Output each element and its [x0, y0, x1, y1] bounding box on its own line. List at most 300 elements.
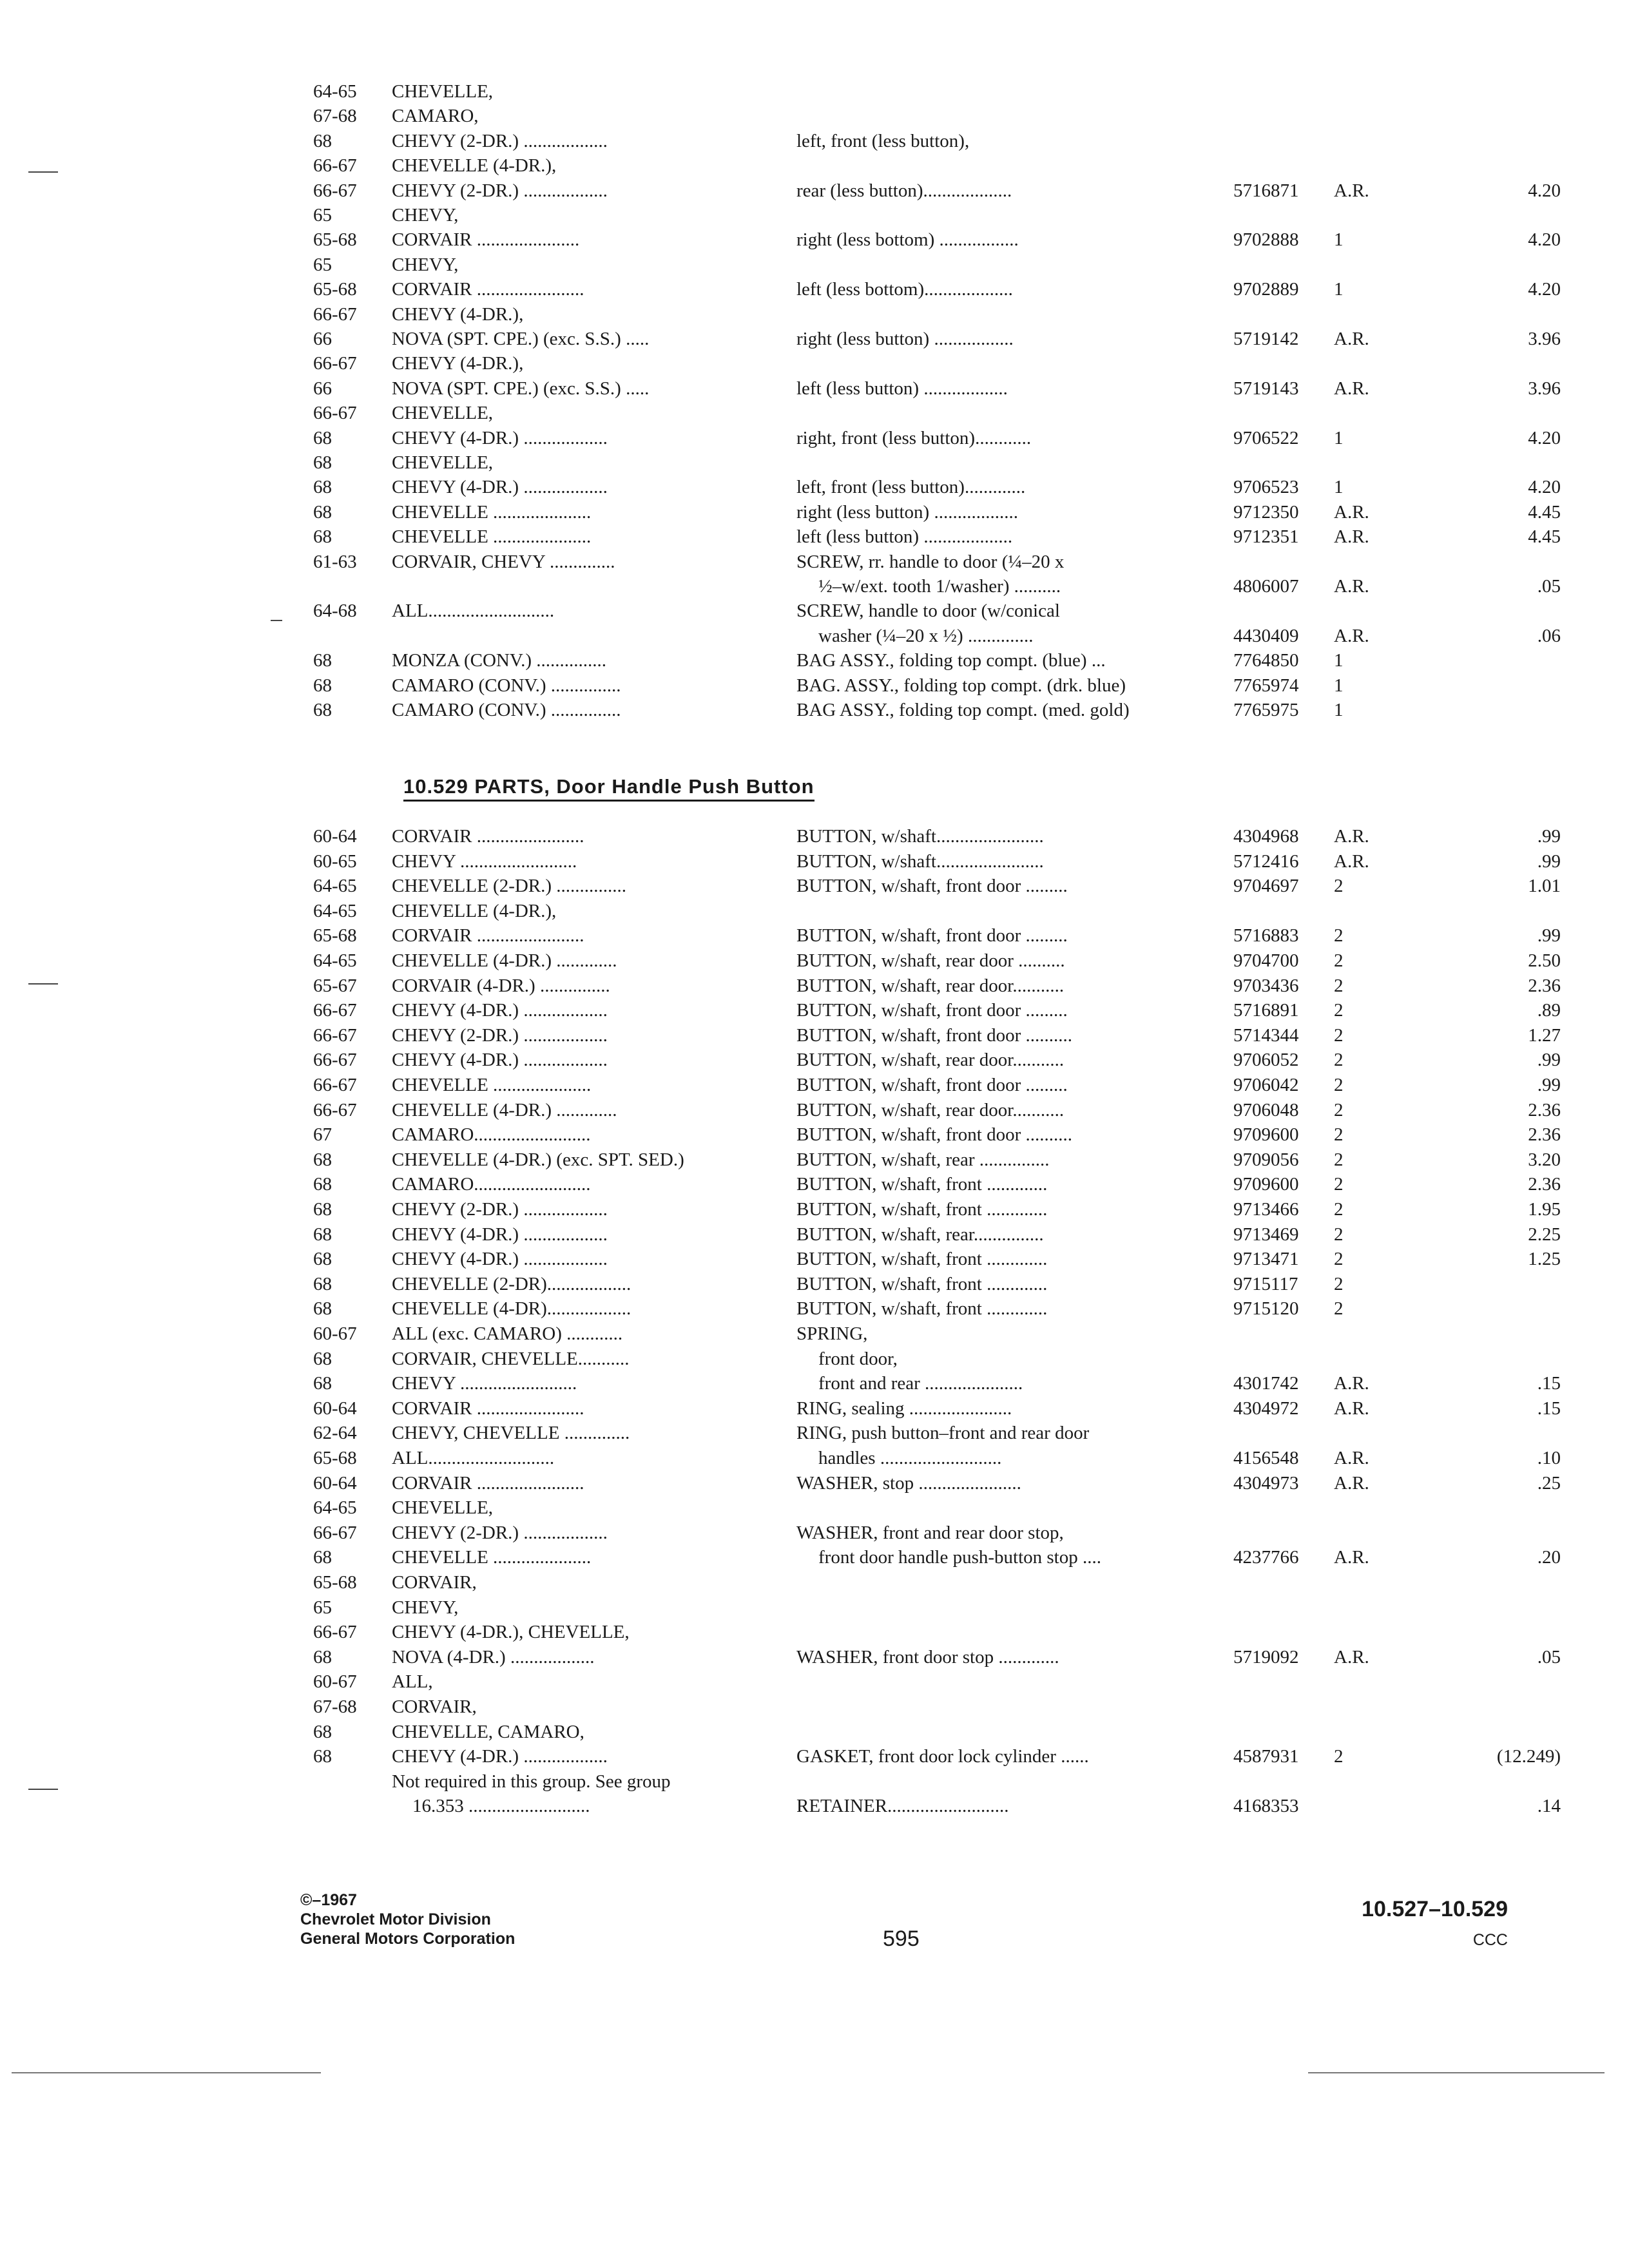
part-number-cell: 9712351	[1233, 526, 1299, 548]
price-cell: .15	[1537, 1373, 1561, 1394]
year-cell: 68	[313, 1174, 332, 1195]
division-text: Chevrolet Motor Division	[300, 1910, 491, 1928]
table-row	[0, 1396, 1629, 1421]
model-cell: CHEVY .........................	[392, 1373, 577, 1394]
year-cell: 64-65	[313, 876, 357, 897]
quantity-cell: 2	[1334, 1099, 1344, 1120]
model-cell: CHEVY (4-DR.),	[392, 353, 524, 374]
model-cell: CHEVELLE (2-DR)..................	[392, 1273, 631, 1294]
table-row	[0, 973, 1629, 999]
quantity-cell: A.R.	[1334, 378, 1369, 399]
table-row	[0, 1495, 1629, 1521]
description-cell: left, front (less button),	[796, 130, 970, 151]
year-cell: 64-65	[313, 81, 357, 102]
description-cell: BUTTON, w/shaft, front .............	[796, 1249, 1048, 1270]
quantity-cell: 2	[1334, 1249, 1344, 1270]
year-cell: 68	[313, 700, 332, 720]
part-number-cell: 9706042	[1233, 1075, 1299, 1095]
quantity-cell: 2	[1334, 1000, 1344, 1021]
quantity-cell: A.R.	[1334, 1472, 1369, 1494]
margin-mark	[271, 620, 282, 621]
part-number-cell: 5719142	[1233, 329, 1299, 349]
margin-mark	[28, 171, 58, 173]
description-cell: ½–w/ext. tooth 1/washer) ..........	[818, 576, 1061, 597]
part-number-cell: 9706052	[1233, 1050, 1299, 1071]
table-row	[0, 823, 1629, 849]
table-row	[0, 1171, 1629, 1197]
table-row	[0, 948, 1629, 974]
table-row	[0, 623, 1629, 649]
model-cell: CHEVY (2-DR.) ..................	[392, 1024, 608, 1046]
description-cell: left (less button) ..................	[796, 378, 1008, 399]
quantity-cell: 1	[1334, 279, 1344, 300]
quantity-cell: 1	[1334, 427, 1344, 448]
quantity-cell: A.R.	[1334, 329, 1369, 349]
table-row	[0, 1147, 1629, 1173]
table-row	[0, 898, 1629, 924]
part-number-cell: 9704697	[1233, 876, 1299, 897]
table-row	[0, 1122, 1629, 1148]
year-cell: 67-68	[313, 1696, 357, 1717]
quantity-cell: 2	[1334, 1199, 1344, 1220]
year-cell: 68	[313, 1199, 332, 1220]
model-cell: CHEVY (4-DR.) ..................	[392, 1249, 608, 1270]
model-cell: CORVAIR .......................	[392, 1398, 584, 1419]
year-cell: 60-64	[313, 1472, 357, 1494]
description-cell: right, front (less button)............	[796, 427, 1032, 448]
description-cell: WASHER, stop ......................	[796, 1472, 1021, 1494]
price-cell: 4.20	[1528, 279, 1561, 300]
price-cell: 3.96	[1528, 329, 1561, 349]
description-cell: left (less button) ...................	[796, 526, 1013, 548]
quantity-cell: 1	[1334, 700, 1344, 720]
model-cell: CHEVY,	[392, 1597, 459, 1618]
table-row	[0, 598, 1629, 624]
model-cell: CHEVY,	[392, 205, 459, 226]
quantity-cell: 2	[1334, 1075, 1344, 1095]
year-cell: 68	[313, 1646, 332, 1667]
quantity-cell: 2	[1334, 1149, 1344, 1170]
description-cell: BUTTON, w/shaft, rear door...........	[796, 1050, 1065, 1071]
model-cell: CHEVELLE .....................	[392, 1547, 592, 1568]
model-cell: ALL,	[392, 1671, 433, 1693]
description-cell: WASHER, front and rear door stop,	[796, 1522, 1064, 1543]
part-number-cell: 9703436	[1233, 975, 1299, 996]
year-cell: 68	[313, 1746, 332, 1767]
description-cell: front and rear .....................	[818, 1373, 1023, 1394]
table-row	[0, 376, 1629, 401]
quantity-cell: A.R.	[1334, 576, 1369, 597]
year-cell: 66-67	[313, 1000, 357, 1021]
bottom-rule-left	[12, 2072, 321, 2073]
model-cell: CAMARO (CONV.) ...............	[392, 675, 621, 696]
description-cell: BUTTON, w/shaft, front door .........	[796, 876, 1068, 897]
part-number-cell: 4237766	[1233, 1547, 1299, 1568]
description-cell: BUTTON, w/shaft, front .............	[796, 1298, 1048, 1320]
table-row	[0, 873, 1629, 899]
price-cell: .99	[1537, 850, 1561, 872]
part-number-cell: 7765975	[1233, 700, 1299, 720]
year-cell: 61-63	[313, 551, 357, 572]
description-cell: BUTTON, w/shaft, rear door...........	[796, 975, 1065, 996]
description-cell: WASHER, front door stop .............	[796, 1646, 1059, 1667]
model-cell: CORVAIR ......................	[392, 229, 580, 251]
price-cell: 4.45	[1528, 501, 1561, 523]
model-cell: NOVA (SPT. CPE.) (exc. S.S.) .....	[392, 378, 650, 399]
part-number-cell: 4806007	[1233, 576, 1299, 597]
year-cell: 66-67	[313, 303, 357, 325]
model-cell: CHEVELLE (2-DR.) ...............	[392, 876, 627, 897]
table-row	[0, 302, 1629, 327]
quantity-cell: 2	[1334, 975, 1344, 996]
model-cell: CORVAIR, CHEVY ..............	[392, 551, 615, 572]
price-cell: 4.20	[1528, 180, 1561, 201]
year-cell: 68	[313, 526, 332, 548]
model-cell: CHEVELLE,	[392, 452, 494, 473]
section-title: 10.529 PARTS, Door Handle Push Button	[403, 775, 815, 802]
table-row	[0, 153, 1629, 178]
year-cell: 66-67	[313, 1522, 357, 1543]
table-row	[0, 549, 1629, 575]
quantity-cell: 1	[1334, 650, 1344, 671]
year-cell: 68	[313, 452, 332, 473]
page-number: 595	[883, 1927, 920, 1951]
table-row	[0, 1246, 1629, 1272]
model-cell: CHEVELLE, CAMARO,	[392, 1721, 584, 1742]
model-cell: CHEVY (4-DR.),	[392, 303, 524, 325]
model-cell: Not required in this group. See group	[392, 1771, 671, 1792]
year-cell: 68	[313, 1224, 332, 1245]
description-cell: SPRING,	[796, 1323, 868, 1344]
table-row	[0, 400, 1629, 426]
model-cell: CHEVY (4-DR.), CHEVELLE,	[392, 1622, 630, 1643]
description-cell: BUTTON, w/shaft, front door ..........	[796, 1024, 1072, 1046]
model-cell: CHEVELLE (4-DR.),	[392, 155, 557, 177]
model-cell: CHEVELLE .....................	[392, 501, 592, 523]
year-cell: 64-65	[313, 900, 357, 921]
model-cell: CHEVELLE (4-DR.) .............	[392, 1099, 617, 1120]
price-cell: .14	[1537, 1796, 1561, 1817]
price-cell: 3.96	[1528, 378, 1561, 399]
part-number-cell: 7765974	[1233, 675, 1299, 696]
model-cell: CHEVY (4-DR.) ..................	[392, 427, 608, 448]
part-number-cell: 7764850	[1233, 650, 1299, 671]
table-row	[0, 1644, 1629, 1670]
description-cell: BUTTON, w/shaft, rear door ..........	[796, 950, 1065, 971]
description-cell: BUTTON, w/shaft, front .............	[796, 1273, 1048, 1294]
table-row	[0, 648, 1629, 673]
table-row	[0, 1595, 1629, 1620]
part-number-cell: 4168353	[1233, 1796, 1299, 1817]
table-row	[0, 1570, 1629, 1595]
year-cell: 66-67	[313, 155, 357, 177]
quantity-cell: A.R.	[1334, 526, 1369, 548]
year-cell: 65	[313, 205, 332, 226]
section-range: 10.527–10.529	[1362, 1897, 1508, 1921]
description-cell: BAG ASSY., folding top compt. (blue) ...	[796, 650, 1106, 671]
year-cell: 68	[313, 1373, 332, 1394]
table-row	[0, 103, 1629, 129]
model-cell: 16.353 ..........................	[412, 1796, 590, 1817]
part-number-cell: 4304972	[1233, 1398, 1299, 1419]
quantity-cell: A.R.	[1334, 1646, 1369, 1667]
description-cell: left, front (less button).............	[796, 477, 1026, 498]
part-number-cell: 9709600	[1233, 1174, 1299, 1195]
table-row	[0, 351, 1629, 376]
price-cell: 2.36	[1528, 1124, 1561, 1146]
year-cell: 67	[313, 1124, 332, 1146]
quantity-cell: 2	[1334, 950, 1344, 971]
model-cell: ALL...........................	[392, 601, 555, 622]
margin-mark	[28, 983, 58, 985]
price-cell: .99	[1537, 826, 1561, 847]
table-row	[0, 524, 1629, 550]
model-cell: CORVAIR .......................	[392, 826, 584, 847]
price-cell: 2.36	[1528, 1174, 1561, 1195]
table-row	[0, 1470, 1629, 1496]
year-cell: 65-67	[313, 975, 357, 996]
year-cell: 66	[313, 329, 332, 349]
model-cell: CHEVY (2-DR.) ..................	[392, 1522, 608, 1543]
price-cell: .25	[1537, 1472, 1561, 1494]
part-number-cell: 5716871	[1233, 180, 1299, 201]
description-cell: SCREW, rr. handle to door (¼–20 x	[796, 551, 1065, 572]
description-cell: BUTTON, w/shaft.......................	[796, 850, 1044, 872]
quantity-cell: A.R.	[1334, 1547, 1369, 1568]
model-cell: CHEVY (2-DR.) ..................	[392, 180, 608, 201]
quantity-cell: A.R.	[1334, 625, 1369, 646]
description-cell: front door,	[818, 1348, 898, 1369]
table-row	[0, 1222, 1629, 1247]
year-cell: 66	[313, 378, 332, 399]
year-cell: 65-68	[313, 1572, 357, 1593]
description-cell: right (less button) .................	[796, 329, 1014, 349]
model-cell: ALL (exc. CAMARO) ............	[392, 1323, 623, 1344]
part-number-cell: 5716883	[1233, 925, 1299, 947]
description-cell: handles ..........................	[818, 1448, 1002, 1468]
description-cell: BUTTON, w/shaft, rear ...............	[796, 1149, 1050, 1170]
year-cell: 68	[313, 1348, 332, 1369]
part-number-cell: 9702888	[1233, 229, 1299, 251]
price-cell: .05	[1537, 576, 1561, 597]
year-cell: 65	[313, 254, 332, 275]
model-cell: CHEVY (4-DR.) ..................	[392, 1050, 608, 1071]
model-cell: CAMARO,	[392, 106, 479, 127]
price-cell: 2.36	[1528, 1099, 1561, 1120]
table-row	[0, 1793, 1629, 1819]
year-cell: 68	[313, 1721, 332, 1742]
table-row	[0, 1719, 1629, 1745]
part-number-cell: 4304968	[1233, 826, 1299, 847]
year-cell: 62-64	[313, 1423, 357, 1444]
copyright-text: ©–1967	[300, 1891, 357, 1909]
year-cell: 60-65	[313, 850, 357, 872]
year-cell: 66-67	[313, 403, 357, 424]
model-cell: CHEVY (2-DR.) ..................	[392, 130, 608, 151]
quantity-cell: A.R.	[1334, 826, 1369, 847]
description-cell: right (less button) ..................	[796, 501, 1018, 523]
year-cell: 64-65	[313, 950, 357, 971]
description-cell: rear (less button)...................	[796, 180, 1012, 201]
price-cell: 4.20	[1528, 477, 1561, 498]
year-cell: 68	[313, 1547, 332, 1568]
description-cell: GASKET, front door lock cylinder ......	[796, 1746, 1089, 1767]
part-number-cell: 9704700	[1233, 950, 1299, 971]
model-cell: CORVAIR (4-DR.) ...............	[392, 975, 610, 996]
table-row	[0, 1420, 1629, 1446]
model-cell: NOVA (4-DR.) ..................	[392, 1646, 595, 1667]
price-cell: 2.36	[1528, 975, 1561, 996]
price-cell: .05	[1537, 1646, 1561, 1667]
price-cell: 4.20	[1528, 229, 1561, 251]
price-cell: .20	[1537, 1547, 1561, 1568]
part-number-cell: 4430409	[1233, 625, 1299, 646]
year-cell: 66-67	[313, 1050, 357, 1071]
year-cell: 66-67	[313, 353, 357, 374]
price-cell: .99	[1537, 925, 1561, 947]
quantity-cell: 1	[1334, 477, 1344, 498]
part-number-cell: 4587931	[1233, 1746, 1299, 1767]
model-cell: CORVAIR .......................	[392, 1472, 584, 1494]
table-row	[0, 79, 1629, 104]
table-row	[0, 697, 1629, 723]
part-number-cell: 9702889	[1233, 279, 1299, 300]
quantity-cell: A.R.	[1334, 850, 1369, 872]
quantity-cell: 1	[1334, 229, 1344, 251]
model-cell: CHEVELLE (4-DR.),	[392, 900, 557, 921]
margin-mark	[28, 1789, 58, 1790]
year-cell: 60-67	[313, 1671, 357, 1693]
part-number-cell: 9709056	[1233, 1149, 1299, 1170]
table-row	[0, 1694, 1629, 1720]
description-cell: BUTTON, w/shaft, rear door...........	[796, 1099, 1065, 1120]
year-cell: 65-68	[313, 1448, 357, 1468]
year-cell: 68	[313, 650, 332, 671]
description-cell: BAG ASSY., folding top compt. (med. gold)	[796, 700, 1130, 720]
table-row	[0, 450, 1629, 476]
table-row	[0, 1196, 1629, 1222]
price-cell: (12.249)	[1496, 1746, 1561, 1767]
description-cell: BUTTON, w/shaft, rear...............	[796, 1224, 1044, 1245]
quantity-cell: 2	[1334, 876, 1344, 897]
model-cell: CHEVY (4-DR.) ..................	[392, 1746, 608, 1767]
part-number-cell: 5714344	[1233, 1024, 1299, 1046]
model-cell: CORVAIR,	[392, 1572, 477, 1593]
price-cell: .06	[1537, 625, 1561, 646]
year-cell: 67-68	[313, 106, 357, 127]
part-number-cell: 9713471	[1233, 1249, 1299, 1270]
description-cell: RING, push button–front and rear door	[796, 1423, 1090, 1444]
year-cell: 66-67	[313, 1099, 357, 1120]
description-cell: washer (¼–20 x ½) ..............	[818, 625, 1034, 646]
table-row	[0, 1271, 1629, 1297]
description-cell: BUTTON, w/shaft, front .............	[796, 1199, 1048, 1220]
model-cell: CHEVY,	[392, 254, 459, 275]
part-number-cell: 5719092	[1233, 1646, 1299, 1667]
table-row	[0, 499, 1629, 525]
year-cell: 65-68	[313, 279, 357, 300]
model-cell: CORVAIR .......................	[392, 279, 584, 300]
model-cell: CHEVELLE (4-DR.) (exc. SPT. SED.)	[392, 1149, 684, 1170]
model-cell: CHEVELLE,	[392, 1497, 494, 1519]
year-cell: 65-68	[313, 925, 357, 947]
price-cell: 4.20	[1528, 427, 1561, 448]
quantity-cell: A.R.	[1334, 1448, 1369, 1468]
model-cell: CHEVY (2-DR.) ..................	[392, 1199, 608, 1220]
year-cell: 60-67	[313, 1323, 357, 1344]
part-number-cell: 4156548	[1233, 1448, 1299, 1468]
model-cell: CHEVELLE (4-DR.) .............	[392, 950, 617, 971]
description-cell: BUTTON, w/shaft, front door .........	[796, 1075, 1068, 1095]
model-cell: ALL...........................	[392, 1448, 555, 1468]
quantity-cell: 2	[1334, 1024, 1344, 1046]
year-cell: 68	[313, 675, 332, 696]
year-cell: 68	[313, 1149, 332, 1170]
quantity-cell: 2	[1334, 1124, 1344, 1146]
quantity-cell: A.R.	[1334, 180, 1369, 201]
table-row	[0, 1544, 1629, 1570]
footer-section	[1289, 1897, 1508, 1950]
table-row	[0, 474, 1629, 500]
description-cell: BUTTON, w/shaft, front door .........	[796, 925, 1068, 947]
corporation-text: General Motors Corporation	[300, 1930, 516, 1948]
table-row	[0, 1047, 1629, 1073]
table-row	[0, 1769, 1629, 1794]
year-cell: 64-68	[313, 601, 357, 622]
part-number-cell: 9706522	[1233, 427, 1299, 448]
description-cell: BUTTON, w/shaft.......................	[796, 826, 1044, 847]
description-cell: BAG. ASSY., folding top compt. (drk. blue)	[796, 675, 1126, 696]
part-number-cell: 9715117	[1233, 1273, 1298, 1294]
section-code: CCC	[1472, 1931, 1508, 1949]
table-row	[0, 128, 1629, 154]
year-cell: 60-64	[313, 826, 357, 847]
table-row	[0, 573, 1629, 599]
price-cell: .89	[1537, 1000, 1561, 1021]
description-cell: front door handle push-button stop ....	[818, 1547, 1101, 1568]
table-row	[0, 1346, 1629, 1372]
model-cell: MONZA (CONV.) ...............	[392, 650, 606, 671]
model-cell: CAMARO (CONV.) ...............	[392, 700, 621, 720]
year-cell: 66-67	[313, 1024, 357, 1046]
table-row	[0, 997, 1629, 1023]
table-row	[0, 326, 1629, 352]
description-cell: BUTTON, w/shaft, front .............	[796, 1174, 1048, 1195]
part-number-cell: 9709600	[1233, 1124, 1299, 1146]
price-cell: .99	[1537, 1075, 1561, 1095]
price-cell: .10	[1537, 1448, 1561, 1468]
price-cell: .99	[1537, 1050, 1561, 1071]
year-cell: 64-65	[313, 1497, 357, 1519]
price-cell: 2.25	[1528, 1224, 1561, 1245]
table-row	[0, 1296, 1629, 1321]
table-row	[0, 1072, 1629, 1098]
quantity-cell: A.R.	[1334, 1373, 1369, 1394]
model-cell: CORVAIR, CHEVELLE...........	[392, 1348, 630, 1369]
table-row	[0, 227, 1629, 253]
part-number-cell: 9715120	[1233, 1298, 1299, 1320]
model-cell: CHEVY (4-DR.) ..................	[392, 1000, 608, 1021]
year-cell: 68	[313, 1273, 332, 1294]
price-cell: 4.45	[1528, 526, 1561, 548]
table-row	[0, 1520, 1629, 1546]
table-row	[0, 425, 1629, 451]
model-cell: CHEVELLE,	[392, 81, 494, 102]
part-number-cell: 9706523	[1233, 477, 1299, 498]
table-row	[0, 1097, 1629, 1123]
model-cell: CHEVY (4-DR.) ..................	[392, 1224, 608, 1245]
quantity-cell: 1	[1334, 675, 1344, 696]
